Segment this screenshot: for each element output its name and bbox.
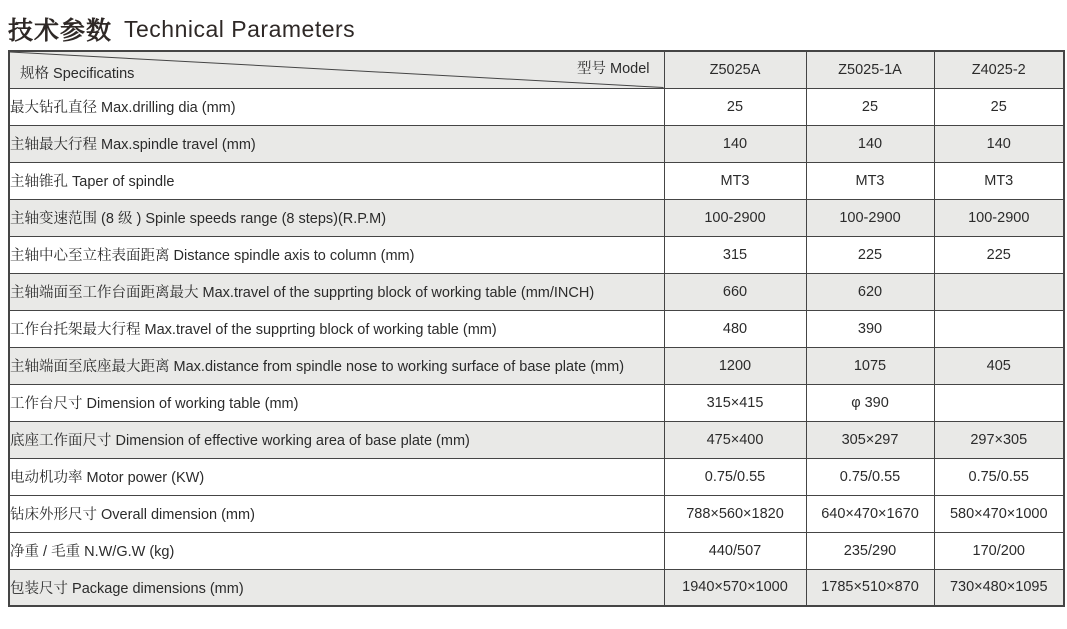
cell-value: 305×297: [806, 421, 934, 458]
table-row: [9, 88, 1064, 125]
table-row: [9, 199, 1064, 236]
row-label: 主轴最大行程 Max.spindle travel (mm): [9, 125, 664, 162]
model-column-header-2: Z5025-1A: [806, 51, 934, 88]
cell-value: 475×400: [664, 421, 806, 458]
cell-value: 405: [934, 347, 1064, 384]
model-header-label: 型号 Model: [576, 61, 650, 77]
cell-value: MT3: [934, 162, 1064, 199]
cell-value: 640×470×1670: [806, 495, 934, 532]
table-row: [9, 125, 1064, 162]
table-row: [9, 569, 1064, 606]
table-row: [9, 273, 1064, 310]
row-label: 主轴端面至底座最大距离 Max.distance from spindle nose to working surface of base plate (mm): [9, 347, 664, 384]
cell-value: 1940×570×1000: [664, 569, 806, 606]
cell-value: 25: [806, 88, 934, 125]
spec-model-header-cell: [9, 51, 664, 88]
table-row: [9, 495, 1064, 532]
table-row: [9, 421, 1064, 458]
cell-value: 390: [806, 310, 934, 347]
cell-value: 660: [664, 273, 806, 310]
cell-value: 235/290: [806, 532, 934, 569]
row-label: 主轴端面至工作台面距离最大 Max.travel of the supprting block of working table (mm/INCH): [9, 273, 664, 310]
cell-value: 480: [664, 310, 806, 347]
cell-value: 1075: [806, 347, 934, 384]
page-title-en: Technical Parameters: [124, 15, 356, 42]
cell-value: [934, 384, 1064, 421]
cell-value: 25: [664, 88, 806, 125]
table-body: [9, 88, 1064, 606]
cell-value: 170/200: [934, 532, 1064, 569]
spec-header-label: 规格 Specificatins: [20, 65, 135, 82]
cell-value: [934, 273, 1064, 310]
cell-value: 297×305: [934, 421, 1064, 458]
row-label: 主轴锥孔 Taper of spindle: [9, 162, 664, 199]
cell-value: 1200: [664, 347, 806, 384]
cell-value: 225: [934, 236, 1064, 273]
cell-value: 225: [806, 236, 934, 273]
cell-value: 140: [664, 125, 806, 162]
cell-value: 0.75/0.55: [806, 458, 934, 495]
cell-value: 620: [806, 273, 934, 310]
table-row: [9, 532, 1064, 569]
cell-value: [934, 310, 1064, 347]
cell-value: 440/507: [664, 532, 806, 569]
cell-value: 730×480×1095: [934, 569, 1064, 606]
cell-value: 1785×510×870: [806, 569, 934, 606]
technical-parameters-table: [8, 50, 1065, 607]
table-row: [9, 458, 1064, 495]
cell-value: MT3: [806, 162, 934, 199]
cell-value: 140: [934, 125, 1064, 162]
table-row: [9, 236, 1064, 273]
cell-value: 580×470×1000: [934, 495, 1064, 532]
cell-value: 100-2900: [934, 199, 1064, 236]
page-title: [8, 8, 1067, 50]
row-label: 工作台尺寸 Dimension of working table (mm): [9, 384, 664, 421]
cell-value: 788×560×1820: [664, 495, 806, 532]
row-label: 主轴中心至立柱表面距离 Distance spindle axis to column (mm): [9, 236, 664, 273]
table-row: [9, 310, 1064, 347]
row-label: 钻床外形尺寸 Overall dimension (mm): [9, 495, 664, 532]
table-row: [9, 384, 1064, 421]
table-row: [9, 162, 1064, 199]
table-row: [9, 347, 1064, 384]
row-label: 最大钻孔直径 Max.drilling dia (mm): [9, 88, 664, 125]
cell-value: 100-2900: [664, 199, 806, 236]
cell-value: 315×415: [664, 384, 806, 421]
cell-value: 0.75/0.55: [934, 458, 1064, 495]
cell-value: 315: [664, 236, 806, 273]
row-label: 工作台托架最大行程 Max.travel of the supprting block of working table (mm): [9, 310, 664, 347]
table-header-row: [9, 51, 1064, 88]
cell-value: 25: [934, 88, 1064, 125]
cell-value: 100-2900: [806, 199, 934, 236]
row-label: 主轴变速范围 (8 级 ) Spinle speeds range (8 steps)(R.P.M): [9, 199, 664, 236]
cell-value: MT3: [664, 162, 806, 199]
row-label: 电动机功率 Motor power (KW): [9, 458, 664, 495]
cell-value: φ 390: [806, 384, 934, 421]
row-label: 净重 / 毛重 N.W/G.W (kg): [9, 532, 664, 569]
cell-value: 140: [806, 125, 934, 162]
model-column-header-3: Z4025-2: [934, 51, 1064, 88]
page-title-zh: 技术参数: [8, 17, 113, 45]
cell-value: 0.75/0.55: [664, 458, 806, 495]
model-column-header-1: Z5025A: [664, 51, 806, 88]
row-label: 包装尺寸 Package dimensions (mm): [9, 569, 664, 606]
row-label: 底座工作面尺寸 Dimension of effective working area of base plate (mm): [9, 421, 664, 458]
